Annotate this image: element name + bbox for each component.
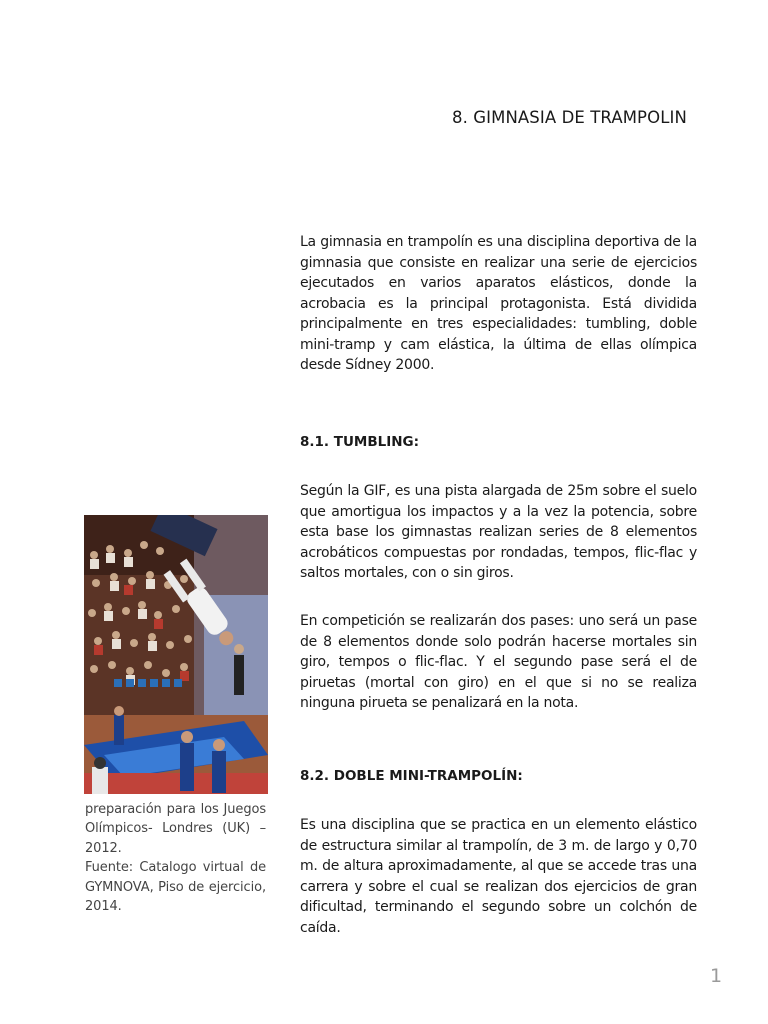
- page-title: 8. GIMNASIA DE TRAMPOLIN: [452, 108, 687, 127]
- section-heading-tumbling: 8.1. TUMBLING:: [300, 434, 420, 450]
- page-number: 1: [710, 965, 723, 987]
- gymnast-photo: [84, 515, 268, 794]
- caption-source: Fuente: Catalogo virtual de GYMNOVA, Piso de ejercicio, 2014.: [85, 860, 266, 915]
- section-heading-doble-mini-tramp: 8.2. DOBLE MINI-TRAMPOLÍN:: [300, 768, 523, 784]
- doble-mini-tramp-paragraph: Es una disciplina que se practica en un elemento elástico de estructura similar al trampolín, de 3 m. de largo y 0,70 m. de altura aproximadamente, al que se accede tras una carrera y sobre el cual se realizan dos ejercicios de gran dificultad, terminando el segundo sobre un colchón de caída.: [300, 817, 697, 936]
- intro-paragraph: La gimnasia en trampolín es una disciplina deportiva de la gimnasia que consiste en realizar una serie de ejercicios ejecutados en varios aparatos elásticos, donde la acrobacia es la principal protagonista. Está dividida principalmente en tres especialidades: tumbling, doble mini-tramp y cam elástica, la última de ellas olímpica desde Sídney 2000.: [300, 234, 697, 373]
- caption-line-1: preparación para los Juegos Olímpicos- Londres (UK) – 2012.: [85, 802, 266, 856]
- tumbling-paragraph-1: Según la GIF, es una pista alargada de 25m sobre el suelo que amortigua los impactos y a la vez la potencia, sobre esta base los gimnastas realizan series de 8 elementos acrobáticos compuestas por rondadas, tempos, flic-flac y saltos mortales, con o sin giros.: [300, 483, 697, 581]
- photo-caption: [85, 800, 266, 916]
- tumbling-paragraph-2: En competición se realizarán dos pases: uno será un pase de 8 elementos donde solo podrán hacerse mortales sin giro, tempos o flic-flac. Y el segundo pase será el de piruetas (mortal con giro) en el que si no se realiza ninguna pirueta se penalizará en la nota.: [300, 613, 697, 711]
